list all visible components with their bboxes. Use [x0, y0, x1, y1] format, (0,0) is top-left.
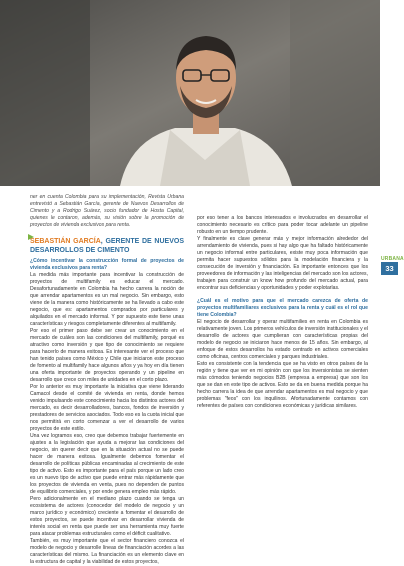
paragraph: También, es muy importante que el sector financiero conozca el modelo de negocio y desarrolle líneas de financiación acordes a las características del mismo. La financiación es un elemento clave en la estructura de capital y la viabilidad de estos proyectos, [30, 538, 184, 565]
left-column [30, 194, 184, 566]
paragraph: Pero adicionalmente en el mediano plazo cuando se tenga un ecosistema de actores (conocedor del modelo de negocio y un marco jurídico y económico) creciente a fomentar el desarrollo de estos proyectos, se puede incentivar en desarrollar vivienda de interés social en renta que puede ser una herramienta muy fuerte para atacar problemas estructurales como el déficit cualitativo. [30, 496, 184, 537]
paragraph: El negocio de desarrollar y operar multifamilies en renta en Colombia es relativamente joven. Los primeros vehículos de inversión institucionales y el desarrollo de actores que cumplieran con características propias del modelo de negocio se iniciaron hace menos de 15 años. Sin embargo, al enfoque de estos desarrollos ha estado centrado en activos comerciales como oficinas, centros comerciales y parques industriales. [197, 319, 369, 360]
section-tag: URBANA [381, 256, 404, 262]
right-column [197, 215, 368, 410]
interviewee-name: SEBASTIÁN GARCÍA [30, 238, 101, 245]
paragraph: Una vez logramos eso, creo que debemos trabajar fuertemente en ajustes a la legislación que ayuda a mejorar las condiciones del negocio, sin querer decir que en la situación actual no se puede hacer de manera exitosa. Igualmente debemos fomentar el desarrollo de políticas públicas encaminadas al crecimiento de este tipo de activo. Esto es importante para el país porque un lado creo es un nuevo tipo de activo que puede entrar más rápidamente que los proyectos de vivienda en venta, pues no dependen de puntos de equilibrio comerciales, y por ende genera empleo más rápido. [30, 433, 184, 495]
portrait-photo [0, 0, 380, 186]
interviewee-role: , GERENTE DE NUEVOS DESARROLLOS DE CIMENTO [30, 238, 184, 254]
interviewee-heading [30, 238, 184, 255]
paragraph: La medida más importante para incentivar la construcción de proyectos de multifamily es educar el mercado. Desafortunadamente en Colombia ha hecho carrera la noción de que arrendar apartamentos es un mal negocio. Sin embargo, esto viene de la manera como históricamente se ha llevado a cabo este negocio, que es: apartamentos comprados por particulares y alquilados en el mercado informal. Y por supuesto este tiene unas características y riesgos completamente diferentes al multifamily. [30, 272, 184, 327]
portrait-illustration [0, 0, 380, 186]
question-2: ¿Cuál es el motivo para que el mercado carezca de oferta de proyectos multifamiliares exclusivos para la renta y cuál es el rol que tiene Colombia? [197, 298, 368, 318]
paragraph: Y finalmente es clave generar más y mejor información alrededor del arrendamiento de vivienda, pues si hay algo que ha faltado históricamente un negocio informal entre particulares, existe muy poca información que permita hacer supuestos sólidos para la modelación financiera y la consecución de inversión y financiación. Es importante entonces que los proveedores de información y las inteligencias del mercado son los actores, trabajen para construir un know how profundo del mercado actual, para encontrar sus deficiencias y oportunidades y poder explotarlas. [197, 236, 369, 291]
page-sidebar [380, 0, 404, 480]
paragraph: Por eso el primer paso debe ser crear un conocimiento en el mercado de cuáles son las condiciones del multifamily, porqué es atractivo como inversión y que tipo de conocimiento se requiere para hacerlo de manera exitosa. Es interesante ver el proceso que han tenido países como México y Chile que iniciaron este proceso de fomento al multifamily hace algunos años y ya hoy en día tienen una oferta importante de proyectos operando y un pipeline en desarrollo que crece con miles de unidades en el corto plazo. [30, 328, 184, 383]
arrow-marker-icon [28, 234, 34, 240]
paragraph: por eso tener a los bancos interesados e involucrados en desarrollar el conocimiento necesario es crítico para poder tocar adelante un pipeline robusto en un tiempo prudente. [197, 215, 368, 235]
paragraph: Esto es consistente con la tendencia que se ha visto en otros países de la región y tiene que ver en mi opinión con que los inversionistas se sienten más cómodos teniendo negocios B2B (empresa a empresa) que son los que se dan en este tipo de activos. Esto se da en buena medida porque ha hecho carrera la idea de que arrendar apartamentos es mal negocio y que problemas "feos" con los inquilinos. Afortunadamente contamos con referentes de países con condiciones económicas y jurídicas similares. [197, 361, 368, 409]
page-number: 33 [381, 262, 398, 275]
intro-caption: ner en cuenta Colombia para su implementación, Revista Urbana entrevistó a Sebastián García, gerente de Nuevos Desarrollos de Cimento y a Rodrigo Suárez, socio fundador de Hosta Capital, quienes le contaron, además, su visión sobre la promoción de proyectos de vivienda exclusivos para renta. [30, 194, 184, 228]
question-1: ¿Cómo incentivar la construcción formal de proyectos de vivienda exclusivos para renta? [30, 258, 184, 271]
paragraph: Por lo anterior es muy importante la iniciativa que viene liderando Camacol desde el comité de vivienda en renta, donde hemos venido impulsando este conocimiento hacia los distintos actores del mercado, es decir desarrolladores, bancos, fondos de inversión y prestadores de servicios asociados. Todo eso es la cuota inicial que nos permitirá en corto comenzar a ver el desarrollo de varios proyectos de este estilo. [30, 384, 184, 432]
